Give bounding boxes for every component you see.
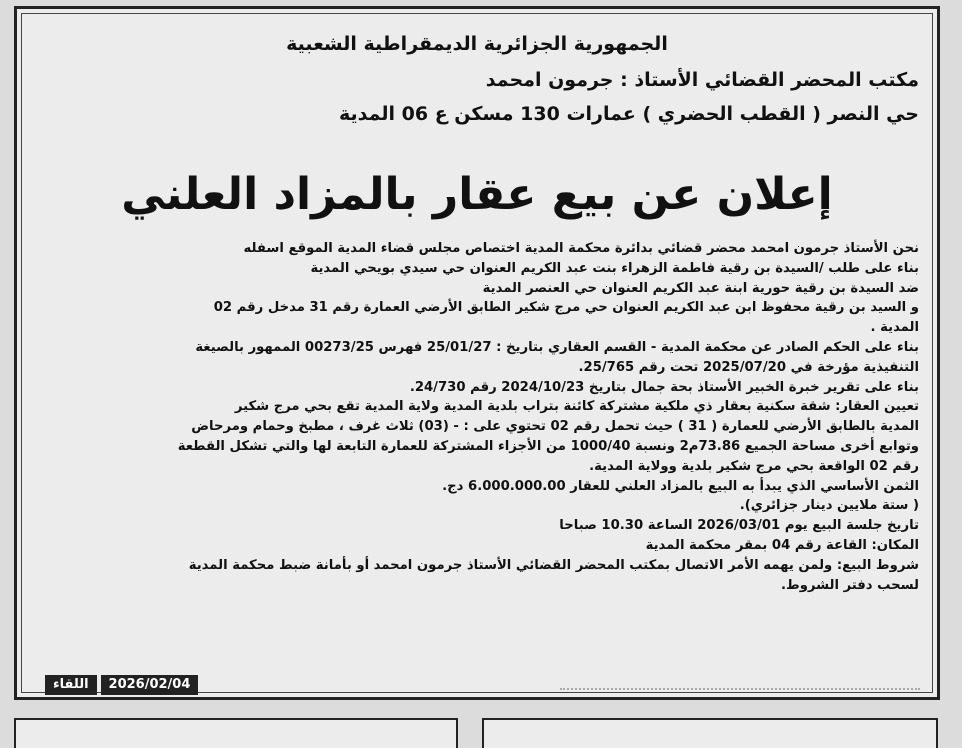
- publication-date: 2026/02/04: [101, 675, 199, 695]
- republic-heading: الجمهورية الجزائرية الديمقراطية الشعبية: [286, 33, 668, 55]
- body-line: تاريخ جلسة البيع يوم 2026/03/01 الساعة 10.30 صباحا: [559, 518, 919, 534]
- body-line: نحن الأستاذ جرمون امحمد محضر قضائي بدائرة محكمة المدية اختصاص مجلس قضاء المدية الموقع اسفله: [243, 241, 919, 256]
- body-line: ضد السيدة بن رقية حورية ابنة عبد الكريم العنوان حي العنصر المدية: [482, 280, 919, 296]
- body-line: ( ستة ملايين دينار جزائري).: [739, 498, 919, 514]
- body-line: و السيد بن رقية محفوظ ابن عبد الكريم العنوان حي مرج شكير الطابق الأرضي العمارة رقم 31 مدخل رقم 02: [213, 300, 919, 316]
- body-line: وتوابع أخرى مساحة الجميع 73.86م2 ونسبة 1000/40 من الأجزاء المشتركة للعمارة التابعة لها والتي تشكل القطعة: [177, 438, 919, 454]
- body-line: رقم 02 الواقعة بحي مرج شكير بلدية وولاية المدية.: [589, 458, 919, 474]
- body-line: تعيين العقار: شقة سكنية بعقار ذي ملكية مشتركة كائنة بتراب بلدية المدية ولاية المدية تقع بحي مرج شكير: [234, 399, 919, 415]
- office-address: حي النصر ( القطب الحضري ) عمارات 130 مسكن ع 06 المدية: [338, 103, 919, 125]
- body-line: المكان: القاعة رقم 04 بمقر محكمة المدية: [645, 537, 919, 553]
- office-heading: مكتب المحضر القضائي الأستاذ : جرمون امحمد: [485, 69, 919, 91]
- body-line: الثمن الأساسي الذي يبدأ به البيع بالمزاد العلني للعقار 6.000.000.00 دج.: [442, 478, 919, 494]
- next-notice-left: [14, 718, 458, 748]
- newspaper-name: اللقاء: [45, 675, 97, 695]
- body-line: بناء على طلب /السيدة بن رقية فاطمة الزهراء بنت عبد الكريم العنوان حي سيدي بويحي المدية: [310, 260, 919, 276]
- divider: [560, 688, 920, 692]
- body-line: لسحب دفتر الشروط.: [780, 577, 919, 593]
- auction-notice: [14, 6, 940, 700]
- body-line: المدية بالطابق الأرضي للعمارة ( 31 ) حيث تحمل رقم 02 تحتوي على : - (03) ثلاث غرف ، مطبخ وحمام ومرحاض: [191, 419, 919, 435]
- next-notice-right: [482, 718, 938, 748]
- notice-title: إعلان عن بيع عقار بالمزاد العلني: [121, 169, 833, 220]
- body-line: بناء على الحكم الصادر عن محكمة المدية - القسم العقاري بتاريخ : 25/01/27 فهرس 00273/25 الممهور بالصيغة: [195, 339, 919, 355]
- publication-footer: [45, 675, 198, 695]
- notice-body: [29, 239, 919, 595]
- body-line: التنفيذية مؤرخة في 2025/07/20 تحت رقم 25/765.: [578, 359, 919, 375]
- body-line: بناء على تقرير خبرة الخبير الأستاذ بحة جمال بتاريخ 2024/10/23 رقم 24/730.: [409, 379, 919, 395]
- body-line: المدية .: [870, 320, 919, 336]
- body-line: شروط البيع: ولمن يهمه الأمر الاتصال بمكتب المحضر القضائي الأستاذ جرمون امحمد أو بأمانة ضبط محكمة المدية: [188, 557, 919, 573]
